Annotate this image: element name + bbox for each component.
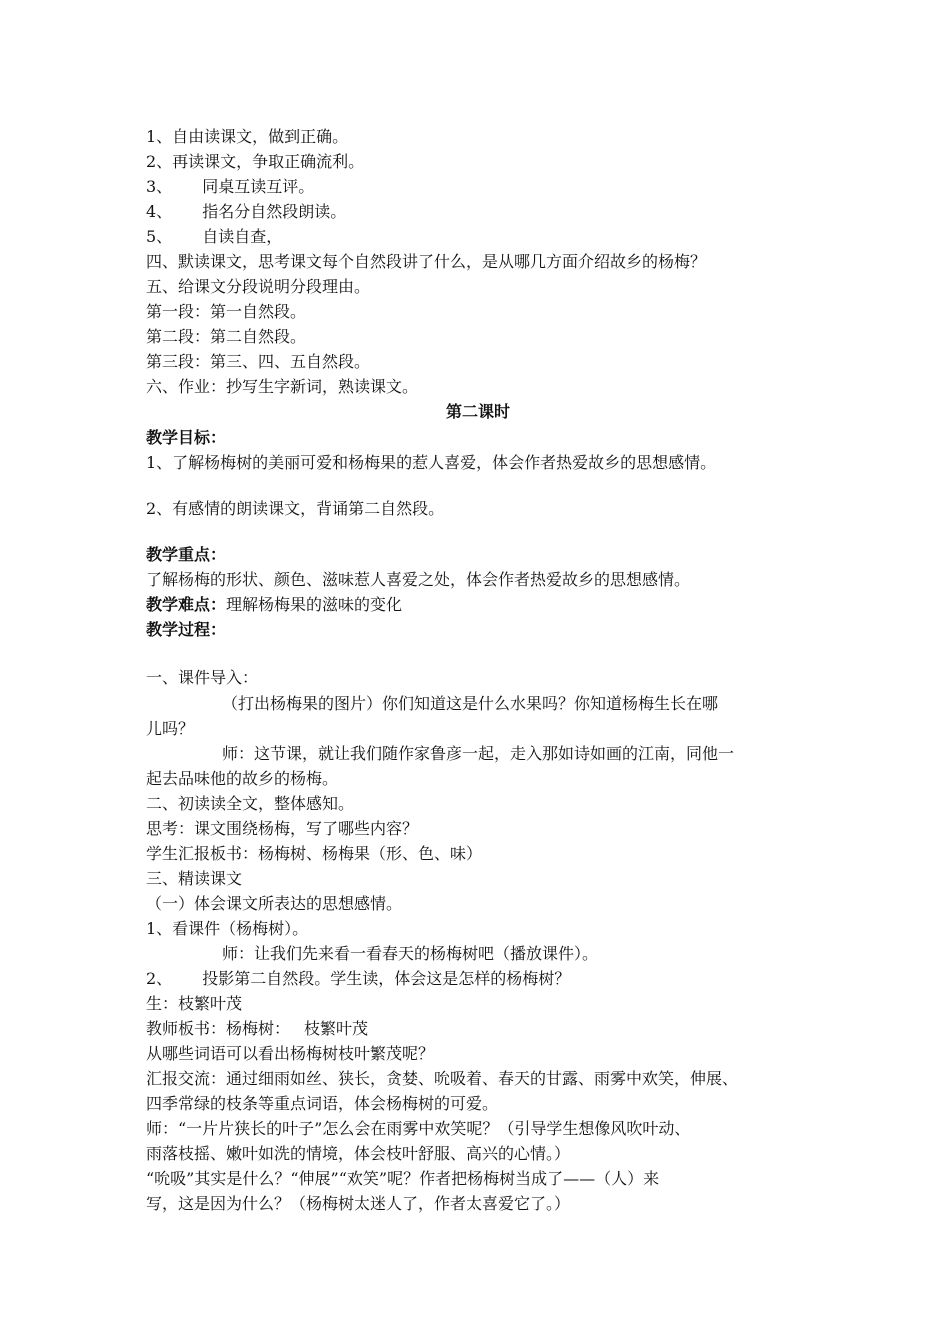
board-label: 教师板书：杨梅树： bbox=[146, 1019, 291, 1038]
text-line: 雨落枝摇、嫩叶如洗的情境，体会枝叶舒服、高兴的心情。） bbox=[146, 1144, 571, 1163]
heading-difficulty: 教学难点： bbox=[146, 595, 227, 614]
text-line: 汇报交流：通过细雨如丝、狭长，贪婪、吮吸着、春天的甘露、雨雾中欢笑，伸展、 bbox=[146, 1069, 739, 1088]
text-line: 1、了解杨梅树的美丽可爱和杨梅果的惹人喜爱，体会作者热爱故乡的思想感情。 bbox=[146, 453, 717, 472]
text-line: 儿吗？ bbox=[146, 719, 195, 738]
item-number: 5、 bbox=[146, 227, 173, 246]
text-line: 2、有感情的朗读课文，背诵第二自然段。 bbox=[146, 499, 445, 518]
difficulty-line bbox=[146, 593, 810, 617]
text-line: 从哪些词语可以看出杨梅树枝叶繁茂呢？ bbox=[146, 1044, 435, 1063]
item-text: 投影第二自然段。学生读，体会这是怎样的杨梅树？ bbox=[202, 969, 571, 988]
text-line: 师：“一片片狭长的叶子”怎么会在雨雾中欢笑呢？（引导学生想像风吹叶动、 bbox=[146, 1119, 691, 1138]
item-text: 同桌互读互评。 bbox=[202, 177, 315, 196]
section-heading: 一、课件导入： bbox=[146, 668, 259, 687]
list-item: 1、看课件（杨梅树）。 bbox=[146, 919, 309, 938]
list-item bbox=[146, 225, 810, 249]
list-item bbox=[146, 967, 810, 991]
text-line: “吮吸”其实是什么？“伸展”“欢笑”呢？作者把杨梅树当成了——（人）来 bbox=[146, 1169, 660, 1188]
list-item: 1、自由读课文，做到正确。 bbox=[146, 127, 349, 146]
item-number: 2、 bbox=[146, 969, 173, 988]
item-text: 自读自查， bbox=[202, 227, 283, 246]
heading-key-points: 教学重点： bbox=[146, 545, 227, 564]
text-line: （打出杨梅果的图片）你们知道这是什么水果吗？你知道杨梅生长在哪 bbox=[222, 694, 719, 713]
text-line: 学生汇报板书：杨梅树、杨梅果（形、色、味） bbox=[146, 844, 483, 863]
heading-process: 教学过程： bbox=[146, 620, 227, 639]
heading-goals: 教学目标： bbox=[146, 428, 227, 447]
text-line: 写，这是因为什么？（杨梅树太迷人了，作者太喜爱它了。） bbox=[146, 1194, 571, 1213]
item-number: 3、 bbox=[146, 177, 173, 196]
section-heading: 四、默读课文，思考课文每个自然段讲了什么，是从哪几方面介绍故乡的杨梅？ bbox=[146, 252, 707, 271]
lesson-title: 第二课时 bbox=[445, 402, 510, 421]
section-heading: 二、初读读全文，整体感知。 bbox=[146, 794, 355, 813]
text-line: 起去品味他的故乡的杨梅。 bbox=[146, 769, 339, 788]
section-heading: 六、作业：抄写生字新词，熟读课文。 bbox=[146, 377, 419, 396]
subsection-heading: （一）体会课文所表达的思想感情。 bbox=[146, 894, 403, 913]
difficulty-text: 理解杨梅果的滋味的变化 bbox=[226, 595, 403, 614]
text-line: 师：让我们先来看一看春天的杨梅树吧（播放课件）。 bbox=[222, 944, 599, 963]
section-heading: 三、精读课文 bbox=[146, 869, 243, 888]
text-line: 第三段：第三、四、五自然段。 bbox=[146, 352, 371, 371]
board-text: 枝繁叶茂 bbox=[304, 1019, 369, 1038]
list-item bbox=[146, 175, 810, 199]
text-line: 了解杨梅的形状、颜色、滋味惹人喜爱之处，体会作者热爱故乡的思想感情。 bbox=[146, 570, 691, 589]
item-number: 4、 bbox=[146, 202, 173, 221]
item-text: 指名分自然段朗读。 bbox=[202, 202, 347, 221]
text-line: 师：这节课，就让我们随作家鲁彦一起，走入那如诗如画的江南，同他一 bbox=[222, 744, 735, 763]
text-line: 思考：课文围绕杨梅，写了哪些内容？ bbox=[146, 819, 419, 838]
text-line: 生：枝繁叶茂 bbox=[146, 994, 243, 1013]
list-item: 2、再读课文，争取正确流利。 bbox=[146, 152, 365, 171]
text-line: 四季常绿的枝条等重点词语，体会杨梅树的可爱。 bbox=[146, 1094, 499, 1113]
text-line bbox=[146, 1017, 810, 1041]
text-line: 第二段：第二自然段。 bbox=[146, 327, 307, 346]
section-heading: 五、给课文分段说明分段理由。 bbox=[146, 277, 371, 296]
list-item bbox=[146, 200, 810, 224]
text-line: 第一段：第一自然段。 bbox=[146, 302, 307, 321]
